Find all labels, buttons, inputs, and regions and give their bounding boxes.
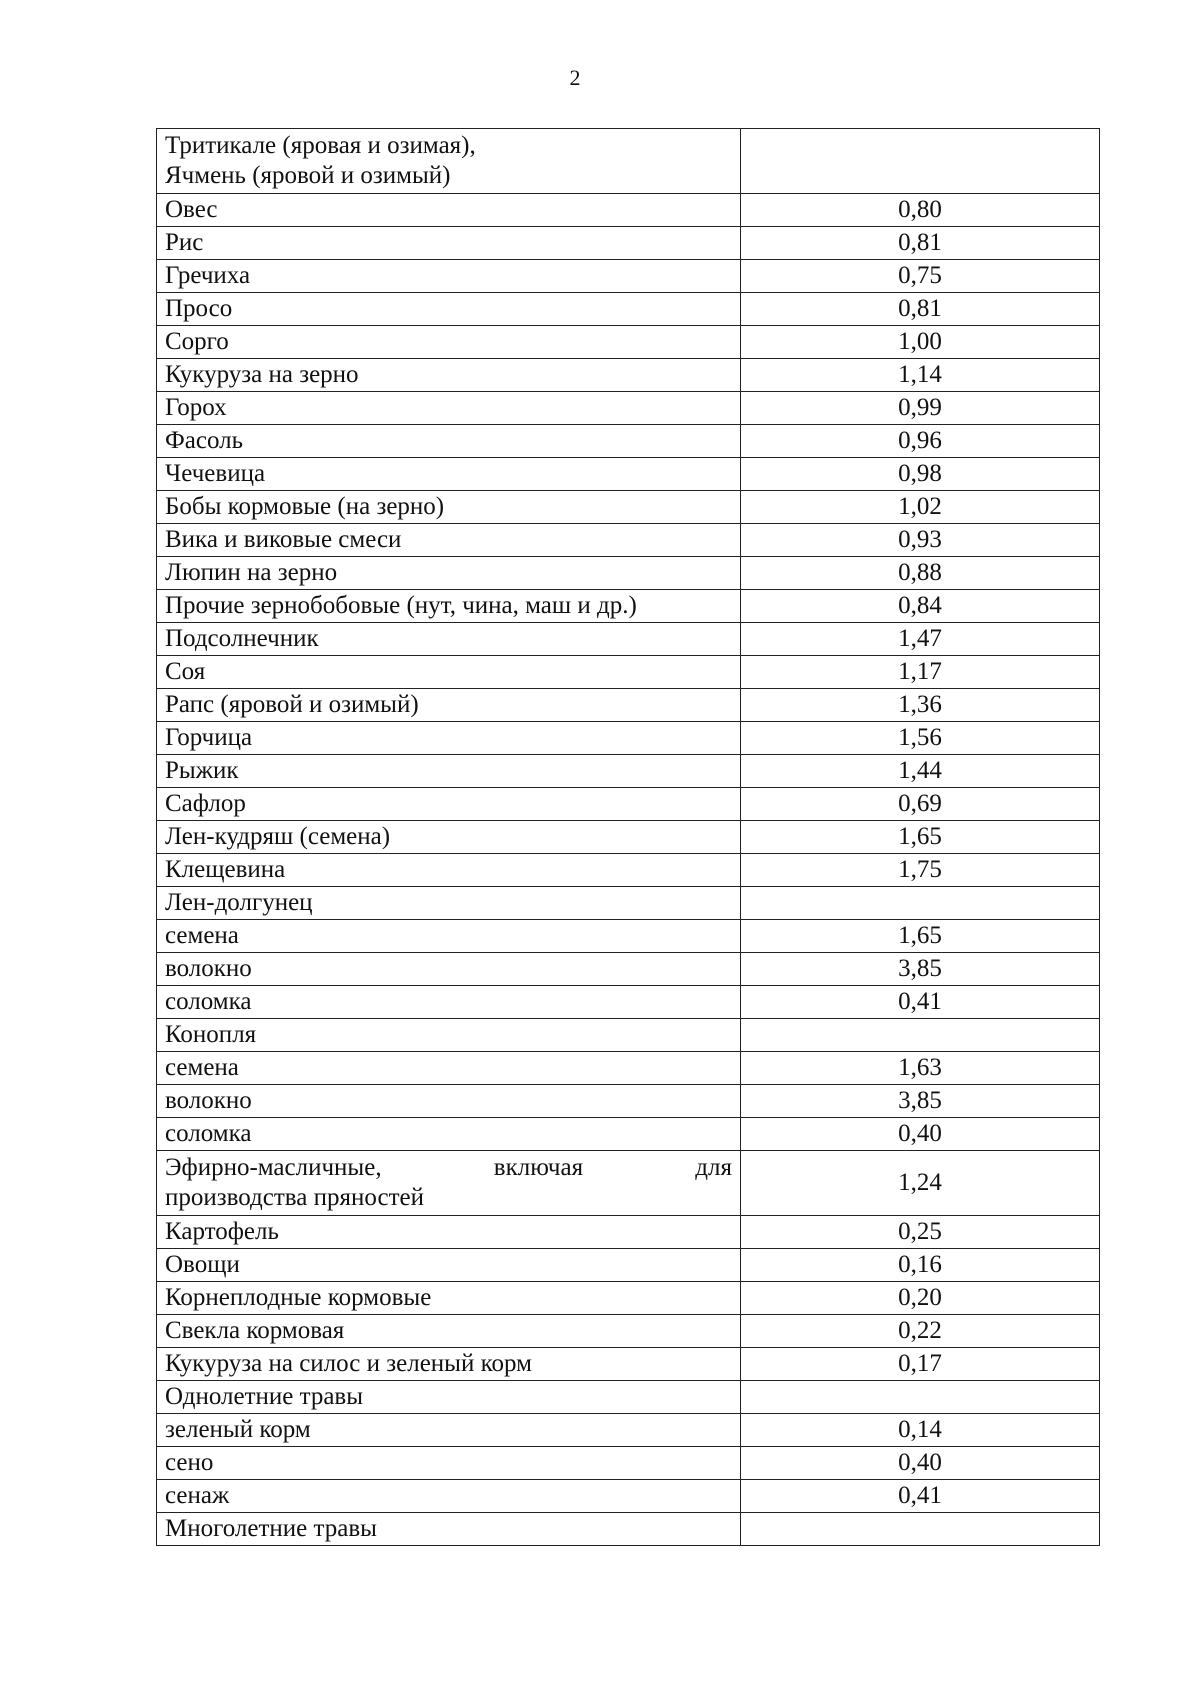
crop-value: 0,41 <box>741 986 1100 1019</box>
table-row <box>157 359 1100 392</box>
crop-name: соломка <box>157 986 741 1019</box>
crop-name: волокно <box>157 1085 741 1118</box>
crop-value <box>741 1513 1100 1546</box>
crop-name: Фасоль <box>157 425 741 458</box>
crop-name <box>157 1151 741 1216</box>
table-row <box>157 1315 1100 1348</box>
crop-value: 0,17 <box>741 1348 1100 1381</box>
crop-name-line-1: Тритикале (яровая и озимая), <box>165 132 476 159</box>
crop-value: 1,00 <box>741 326 1100 359</box>
crop-value: 0,75 <box>741 260 1100 293</box>
table-row <box>157 1052 1100 1085</box>
crop-value: 1,65 <box>741 920 1100 953</box>
crop-value: 0,14 <box>741 1414 1100 1447</box>
crop-value <box>741 1019 1100 1052</box>
crop-value: 0,22 <box>741 1315 1100 1348</box>
table-row <box>157 1118 1100 1151</box>
crop-name-line-1: Эфирно-масличные, включая для <box>165 1154 732 1181</box>
table-row <box>157 557 1100 590</box>
crop-value: 0,98 <box>741 458 1100 491</box>
crop-value: 0,84 <box>741 590 1100 623</box>
crop-value: 3,85 <box>741 953 1100 986</box>
crop-name: Чечевица <box>157 458 741 491</box>
table-row <box>157 1085 1100 1118</box>
crop-name: Лен-долгунец <box>157 887 741 920</box>
crop-name: Многолетние травы <box>157 1513 741 1546</box>
table-row <box>157 260 1100 293</box>
crop-name: Кукуруза на силос и зеленый корм <box>157 1348 741 1381</box>
table-row <box>157 1480 1100 1513</box>
crop-value: 1,65 <box>741 821 1100 854</box>
crop-name: Свекла кормовая <box>157 1315 741 1348</box>
crop-value: 0,40 <box>741 1118 1100 1151</box>
crop-value: 1,36 <box>741 689 1100 722</box>
table-row <box>157 920 1100 953</box>
crop-name: Лен-кудряш (семена) <box>157 821 741 854</box>
crop-name: Картофель <box>157 1216 741 1249</box>
crop-value: 0,25 <box>741 1216 1100 1249</box>
crop-name: Гречиха <box>157 260 741 293</box>
crop-name: семена <box>157 1052 741 1085</box>
crop-name: сенаж <box>157 1480 741 1513</box>
table-row <box>157 194 1100 227</box>
crop-value: 0,41 <box>741 1480 1100 1513</box>
crop-name: Рис <box>157 227 741 260</box>
table-row <box>157 689 1100 722</box>
crop-name: Рыжик <box>157 755 741 788</box>
crop-name: Корнеплодные кормовые <box>157 1282 741 1315</box>
crop-name: Прочие зернобобовые (нут, чина, маш и др.) <box>157 590 741 623</box>
crop-name: Овощи <box>157 1249 741 1282</box>
crop-value <box>741 1381 1100 1414</box>
table-row <box>157 656 1100 689</box>
crop-value: 1,02 <box>741 491 1100 524</box>
table-row <box>157 1282 1100 1315</box>
crop-value: 1,24 <box>741 1151 1100 1216</box>
crop-name-line-2: Ячмень (яровой и озимый) <box>165 162 451 189</box>
table-row <box>157 326 1100 359</box>
table-row <box>157 227 1100 260</box>
table-row <box>157 722 1100 755</box>
crop-name: Клещевина <box>157 854 741 887</box>
crop-name-line-2: производства пряностей <box>165 1184 424 1211</box>
crop-name: Сорго <box>157 326 741 359</box>
table-row <box>157 887 1100 920</box>
table-row <box>157 986 1100 1019</box>
table-row <box>157 129 1100 194</box>
crop-value: 1,47 <box>741 623 1100 656</box>
crop-name: Сафлор <box>157 788 741 821</box>
crop-value: 0,69 <box>741 788 1100 821</box>
table-row <box>157 623 1100 656</box>
crop-name: зеленый корм <box>157 1414 741 1447</box>
crop-value: 0,16 <box>741 1249 1100 1282</box>
crop-value: 0,40 <box>741 1447 1100 1480</box>
crop-name: Подсолнечник <box>157 623 741 656</box>
table-row <box>157 821 1100 854</box>
table-row <box>157 590 1100 623</box>
crop-value: 0,81 <box>741 227 1100 260</box>
crop-name: Вика и виковые смеси <box>157 524 741 557</box>
crop-name: семена <box>157 920 741 953</box>
table-row <box>157 755 1100 788</box>
crop-value: 0,20 <box>741 1282 1100 1315</box>
crop-name: сено <box>157 1447 741 1480</box>
crop-value <box>741 129 1100 194</box>
crop-value: 1,63 <box>741 1052 1100 1085</box>
crop-value: 0,80 <box>741 194 1100 227</box>
crop-value: 0,99 <box>741 392 1100 425</box>
crop-name <box>157 129 741 194</box>
crop-value: 1,75 <box>741 854 1100 887</box>
crop-value: 1,44 <box>741 755 1100 788</box>
crop-value: 0,81 <box>741 293 1100 326</box>
crop-value: 0,88 <box>741 557 1100 590</box>
table-row <box>157 293 1100 326</box>
table-row <box>157 854 1100 887</box>
crop-name: Конопля <box>157 1019 741 1052</box>
crop-value <box>741 887 1100 920</box>
page-number: 2 <box>569 65 581 90</box>
table-row <box>157 458 1100 491</box>
crop-coefficient-table <box>156 128 1100 1546</box>
crop-value: 1,17 <box>741 656 1100 689</box>
table-row <box>157 392 1100 425</box>
crop-value: 1,56 <box>741 722 1100 755</box>
table-row <box>157 425 1100 458</box>
crop-name: Бобы кормовые (на зерно) <box>157 491 741 524</box>
crop-name: Овес <box>157 194 741 227</box>
crop-value: 0,93 <box>741 524 1100 557</box>
table-row <box>157 1249 1100 1282</box>
crop-name: Люпин на зерно <box>157 557 741 590</box>
crop-name: соломка <box>157 1118 741 1151</box>
crop-value: 3,85 <box>741 1085 1100 1118</box>
crop-name: Соя <box>157 656 741 689</box>
crop-value: 0,96 <box>741 425 1100 458</box>
table-row <box>157 1348 1100 1381</box>
table-row <box>157 1216 1100 1249</box>
table-row <box>157 788 1100 821</box>
table-row <box>157 1151 1100 1216</box>
table-row <box>157 1019 1100 1052</box>
table-row <box>157 1381 1100 1414</box>
crop-name: Кукуруза на зерно <box>157 359 741 392</box>
table-row <box>157 491 1100 524</box>
table-row <box>157 1447 1100 1480</box>
table-row <box>157 953 1100 986</box>
table-row <box>157 1513 1100 1546</box>
table-row <box>157 1414 1100 1447</box>
crop-name: Однолетние травы <box>157 1381 741 1414</box>
crop-name: Рапс (яровой и озимый) <box>157 689 741 722</box>
crop-value: 1,14 <box>741 359 1100 392</box>
crop-name: Просо <box>157 293 741 326</box>
crop-name: Горох <box>157 392 741 425</box>
crop-name: волокно <box>157 953 741 986</box>
table-row <box>157 524 1100 557</box>
crop-name: Горчица <box>157 722 741 755</box>
